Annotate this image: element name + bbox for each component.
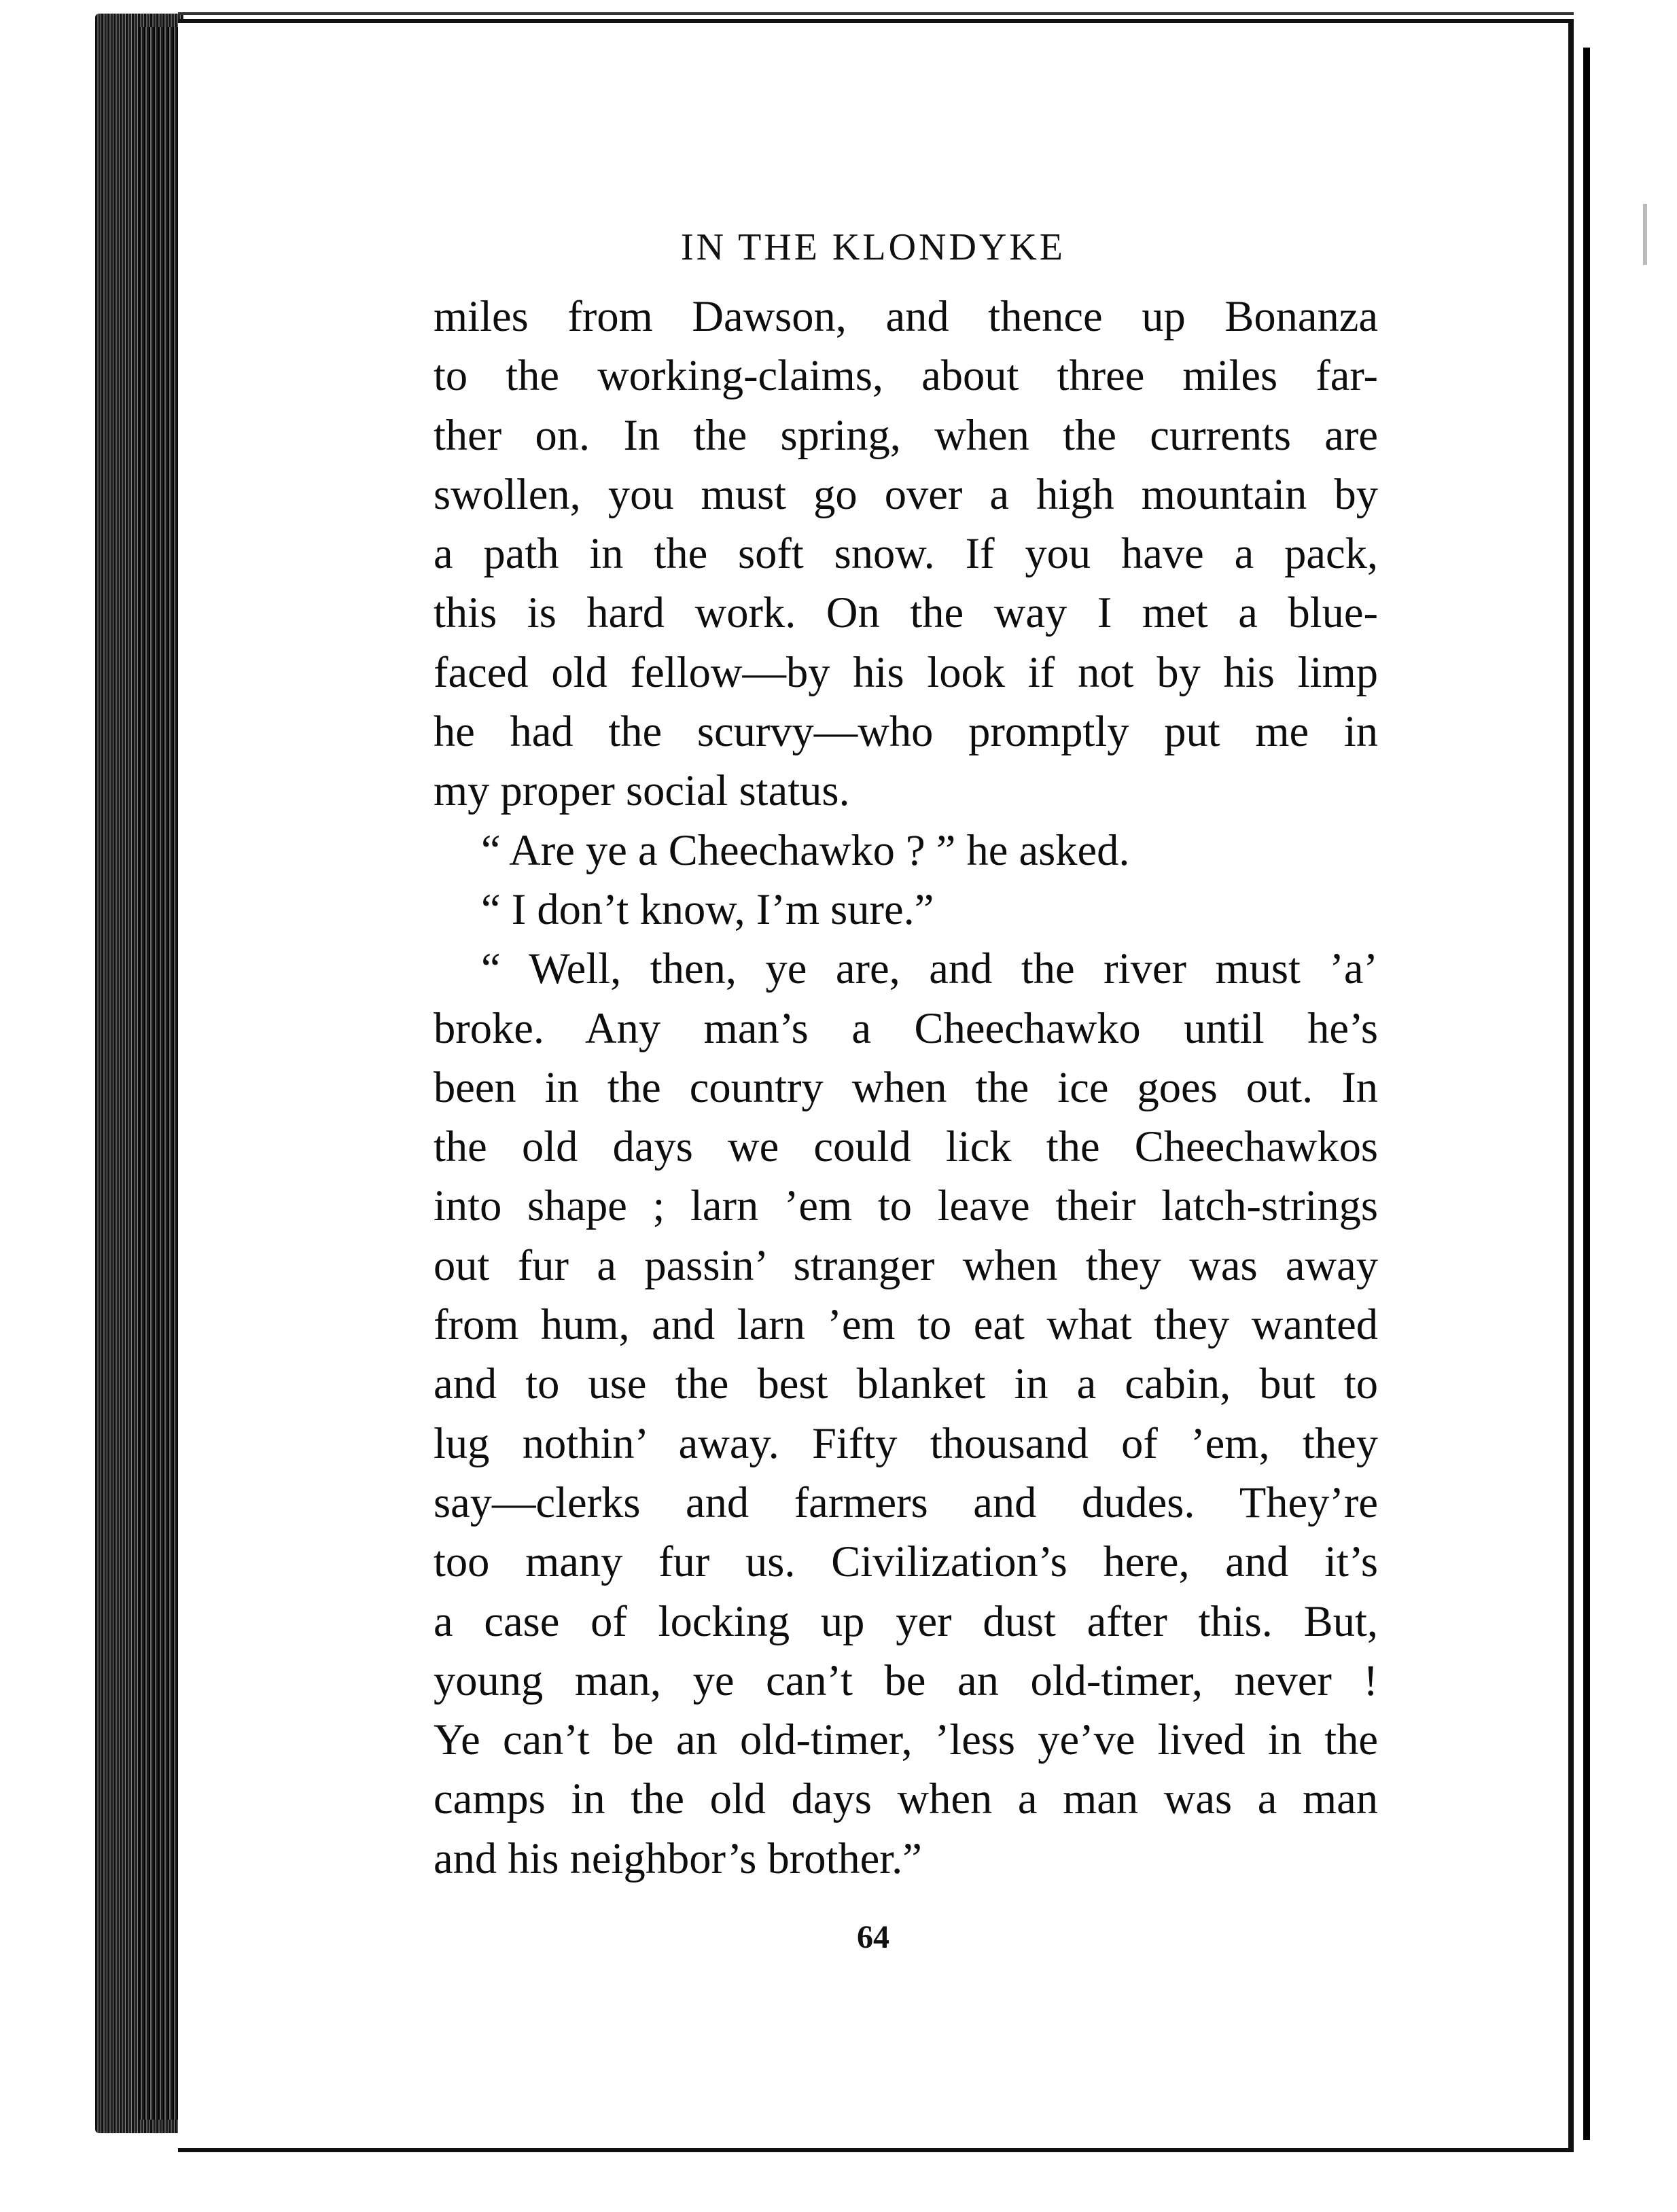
- text-line: the old days we could lick the Cheechawkos: [434, 1122, 1378, 1171]
- page-top-rule: [178, 12, 1574, 15]
- text-line: into shape ; larn ’em to leave their latch-strings: [434, 1181, 1378, 1230]
- text-line: out fur a passin’ stranger when they was away: [434, 1241, 1378, 1289]
- text-line: been in the country when the ice goes out. In: [434, 1063, 1378, 1111]
- body-text: [434, 287, 1378, 1888]
- running-head: IN THE KLONDYKE: [681, 226, 1065, 268]
- text-line: to the working-claims, about three miles far-: [434, 351, 1378, 400]
- facing-page: [1583, 48, 1665, 2140]
- text-line: Ye can’t be an old-timer, ’less ye’ve lived in the: [434, 1715, 1378, 1764]
- text-line: and to use the best blanket in a cabin, but to: [434, 1359, 1378, 1408]
- text-line: say—clerks and farmers and dudes. They’re: [434, 1478, 1378, 1527]
- page-number: 64: [857, 1919, 889, 1955]
- text-line: my proper social status.: [434, 766, 850, 815]
- text-line: young man, ye can’t be an old-timer, never !: [434, 1656, 1378, 1705]
- text-line: he had the scurvy—who promptly put me in: [434, 707, 1378, 756]
- text-line: camps in the old days when a man was a man: [434, 1774, 1378, 1823]
- text-line: and his neighbor’s brother.”: [434, 1834, 922, 1883]
- text-line: too many fur us. Civilization’s here, and it’s: [434, 1537, 1378, 1586]
- facing-page-mark: [1643, 204, 1647, 265]
- text-line: ther on. In the spring, when the currents are: [434, 410, 1378, 459]
- text-line: a path in the soft snow. If you have a pack,: [434, 529, 1378, 578]
- text-line: miles from Dawson, and thence up Bonanza: [434, 292, 1378, 340]
- text-line: “ Are ye a Cheechawko ? ” he asked.: [481, 825, 1130, 874]
- text-line: “ Well, then, ye are, and the river must ’a’: [481, 944, 1378, 993]
- text-line: this is hard work. On the way I met a blue-: [434, 588, 1378, 637]
- book-page-edges-inner: [139, 27, 180, 2120]
- text-line: broke. Any man’s a Cheechawko until he’s: [434, 1003, 1378, 1052]
- text-line: a case of locking up yer dust after this. But,: [434, 1596, 1378, 1645]
- text-line: from hum, and larn ’em to eat what they wanted: [434, 1300, 1378, 1349]
- text-line: “ I don’t know, I’m sure.”: [481, 885, 934, 933]
- text-line: lug nothin’ away. Fifty thousand of ’em, they: [434, 1419, 1378, 1467]
- text-line: swollen, you must go over a high mountain by: [434, 469, 1378, 518]
- text-line: faced old fellow—by his look if not by his limp: [434, 647, 1378, 696]
